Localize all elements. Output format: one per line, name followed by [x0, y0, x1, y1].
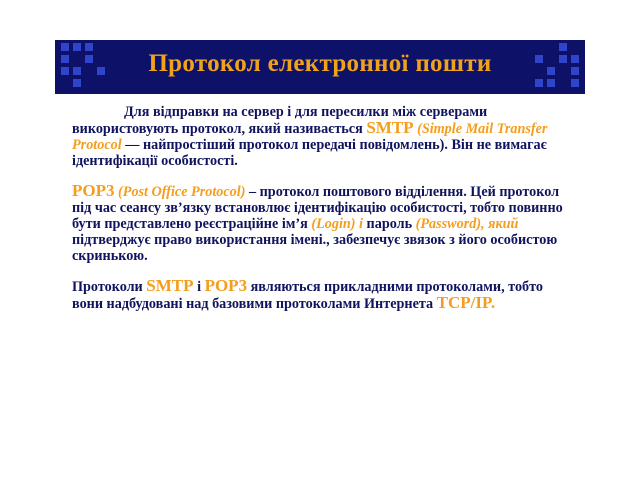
paragraph-smtp [72, 104, 572, 169]
p3-text-2: являються прикладними протоколами, тобто вони надбудовані над базовими протоколами Интернета [72, 279, 544, 312]
slide-title: Протокол електронної пошти [148, 50, 492, 77]
p1-text-2: — найпростіший протокол передачі повідомлень). Він не вимагає ідентифікації особистості. [72, 137, 547, 169]
p3-text-1: Протоколи [72, 279, 143, 295]
smtp-full-name: (Simple Mail Transfer Protocol [72, 121, 548, 153]
paragraph-protocols [72, 278, 572, 312]
smtp-acronym: SMTP [366, 118, 414, 137]
pop3-acronym: POP3 [72, 181, 115, 200]
p2-text-3: підтверджує право використання імені., забезпечує звязок з його особистою скринькою. [72, 232, 558, 264]
login-term: (Login) і [311, 216, 363, 232]
p2-text-2: пароль [366, 216, 413, 232]
title-banner [55, 40, 585, 94]
smtp-acronym-2: SMTP [146, 276, 194, 295]
password-term: (Password), який [415, 216, 519, 232]
tcpip-acronym: TCP/IP. [436, 293, 496, 312]
paragraph-pop3 [72, 183, 572, 264]
pop3-acronym-2: POP3 [204, 276, 248, 295]
p3-and: і [197, 279, 202, 295]
slide-body [72, 104, 572, 326]
p1-text-1: Для відправки на сервер і для пересилки між серверами використовують протокол, який називається [72, 104, 488, 137]
p2-text-1: – протокол поштового відділення. Цей протокол під час сеансу зв’язку встановлює ідентифікацію особистості, тобто повинно бути представлено реєстраційне ім’я [72, 184, 563, 232]
pop3-full-name: (Post Office Protocol) [118, 184, 246, 200]
